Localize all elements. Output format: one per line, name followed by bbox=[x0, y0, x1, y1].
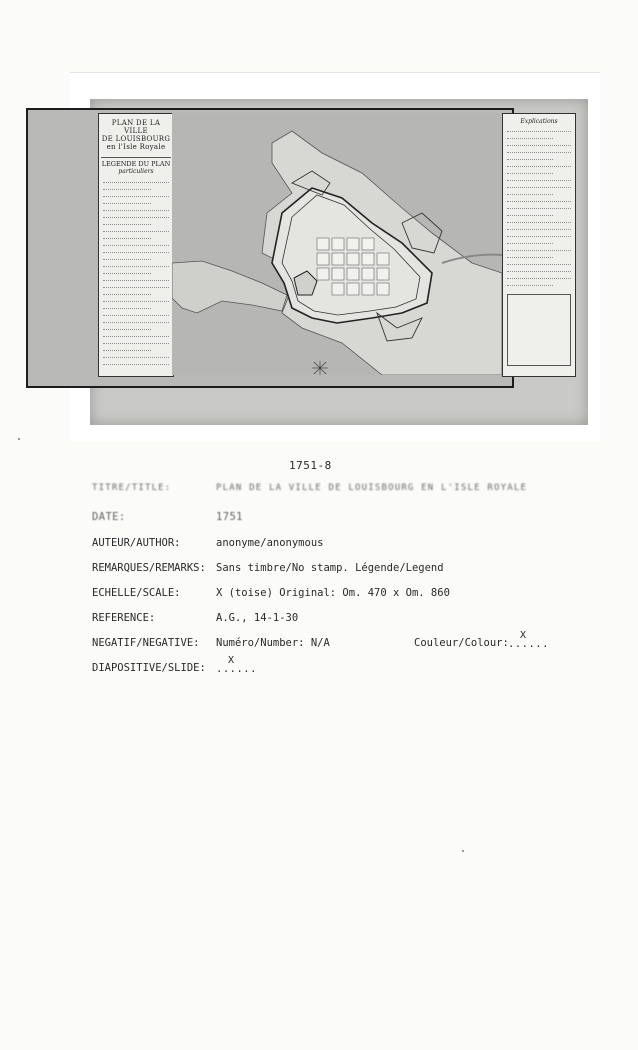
date-value: 1751 bbox=[216, 511, 243, 523]
map-right-legend-heading: Explications bbox=[520, 118, 558, 125]
catalog-number: 1751-8 bbox=[289, 459, 332, 472]
map-legend-title-line: particuliers bbox=[118, 168, 154, 175]
scale-label: ECHELLE/SCALE: bbox=[92, 587, 181, 599]
title-label: TITRE/TITLE: bbox=[92, 483, 172, 493]
author-value: anonyme/anonymous bbox=[216, 537, 324, 549]
date-label: DATE: bbox=[92, 511, 126, 523]
slide-blank: ...... bbox=[216, 663, 257, 675]
fortress-plan-drawing bbox=[172, 113, 502, 375]
map-title-line: DE LOUISBOURG bbox=[101, 135, 171, 143]
map-title-line: PLAN DE LA VILLE bbox=[111, 119, 161, 135]
colour-label: Couleur/Colour: bbox=[414, 637, 509, 649]
scale-value: X (toise) Original: Om. 470 x Om. 860 bbox=[216, 587, 450, 599]
colour-blank: ...... bbox=[508, 638, 549, 650]
remarks-label: REMARQUES/REMARKS: bbox=[92, 562, 206, 574]
map-title-line: en l'Isle Royale bbox=[106, 143, 166, 151]
reference-value: A.G., 14-1-30 bbox=[216, 612, 299, 624]
slide-mark: X bbox=[228, 655, 235, 666]
negative-label: NEGATIF/NEGATIVE: bbox=[92, 637, 200, 649]
map-legend-title bbox=[99, 160, 173, 176]
dust-speck bbox=[462, 850, 464, 852]
colour-mark: X bbox=[520, 630, 527, 641]
map-legend-title-line: LEGENDE DU PLAN bbox=[101, 160, 171, 168]
remarks-value: Sans timbre/No stamp. Légende/Legend bbox=[216, 562, 444, 574]
author-label: AUTEUR/AUTHOR: bbox=[92, 537, 181, 549]
map-right-legend bbox=[502, 113, 576, 377]
negative-number: Numéro/Number: N/A bbox=[216, 637, 330, 649]
negative-row bbox=[92, 637, 562, 651]
slide-label: DIAPOSITIVE/SLIDE: bbox=[92, 662, 206, 674]
reference-label: REFERENCE: bbox=[92, 612, 156, 624]
title-value: PLAN DE LA VILLE DE LOUISBOURG EN L'ISLE ROYALE bbox=[216, 483, 528, 493]
dust-speck bbox=[18, 438, 20, 440]
map-legend-box bbox=[507, 294, 571, 366]
map-left-legend bbox=[98, 113, 174, 377]
map-title bbox=[99, 119, 173, 151]
